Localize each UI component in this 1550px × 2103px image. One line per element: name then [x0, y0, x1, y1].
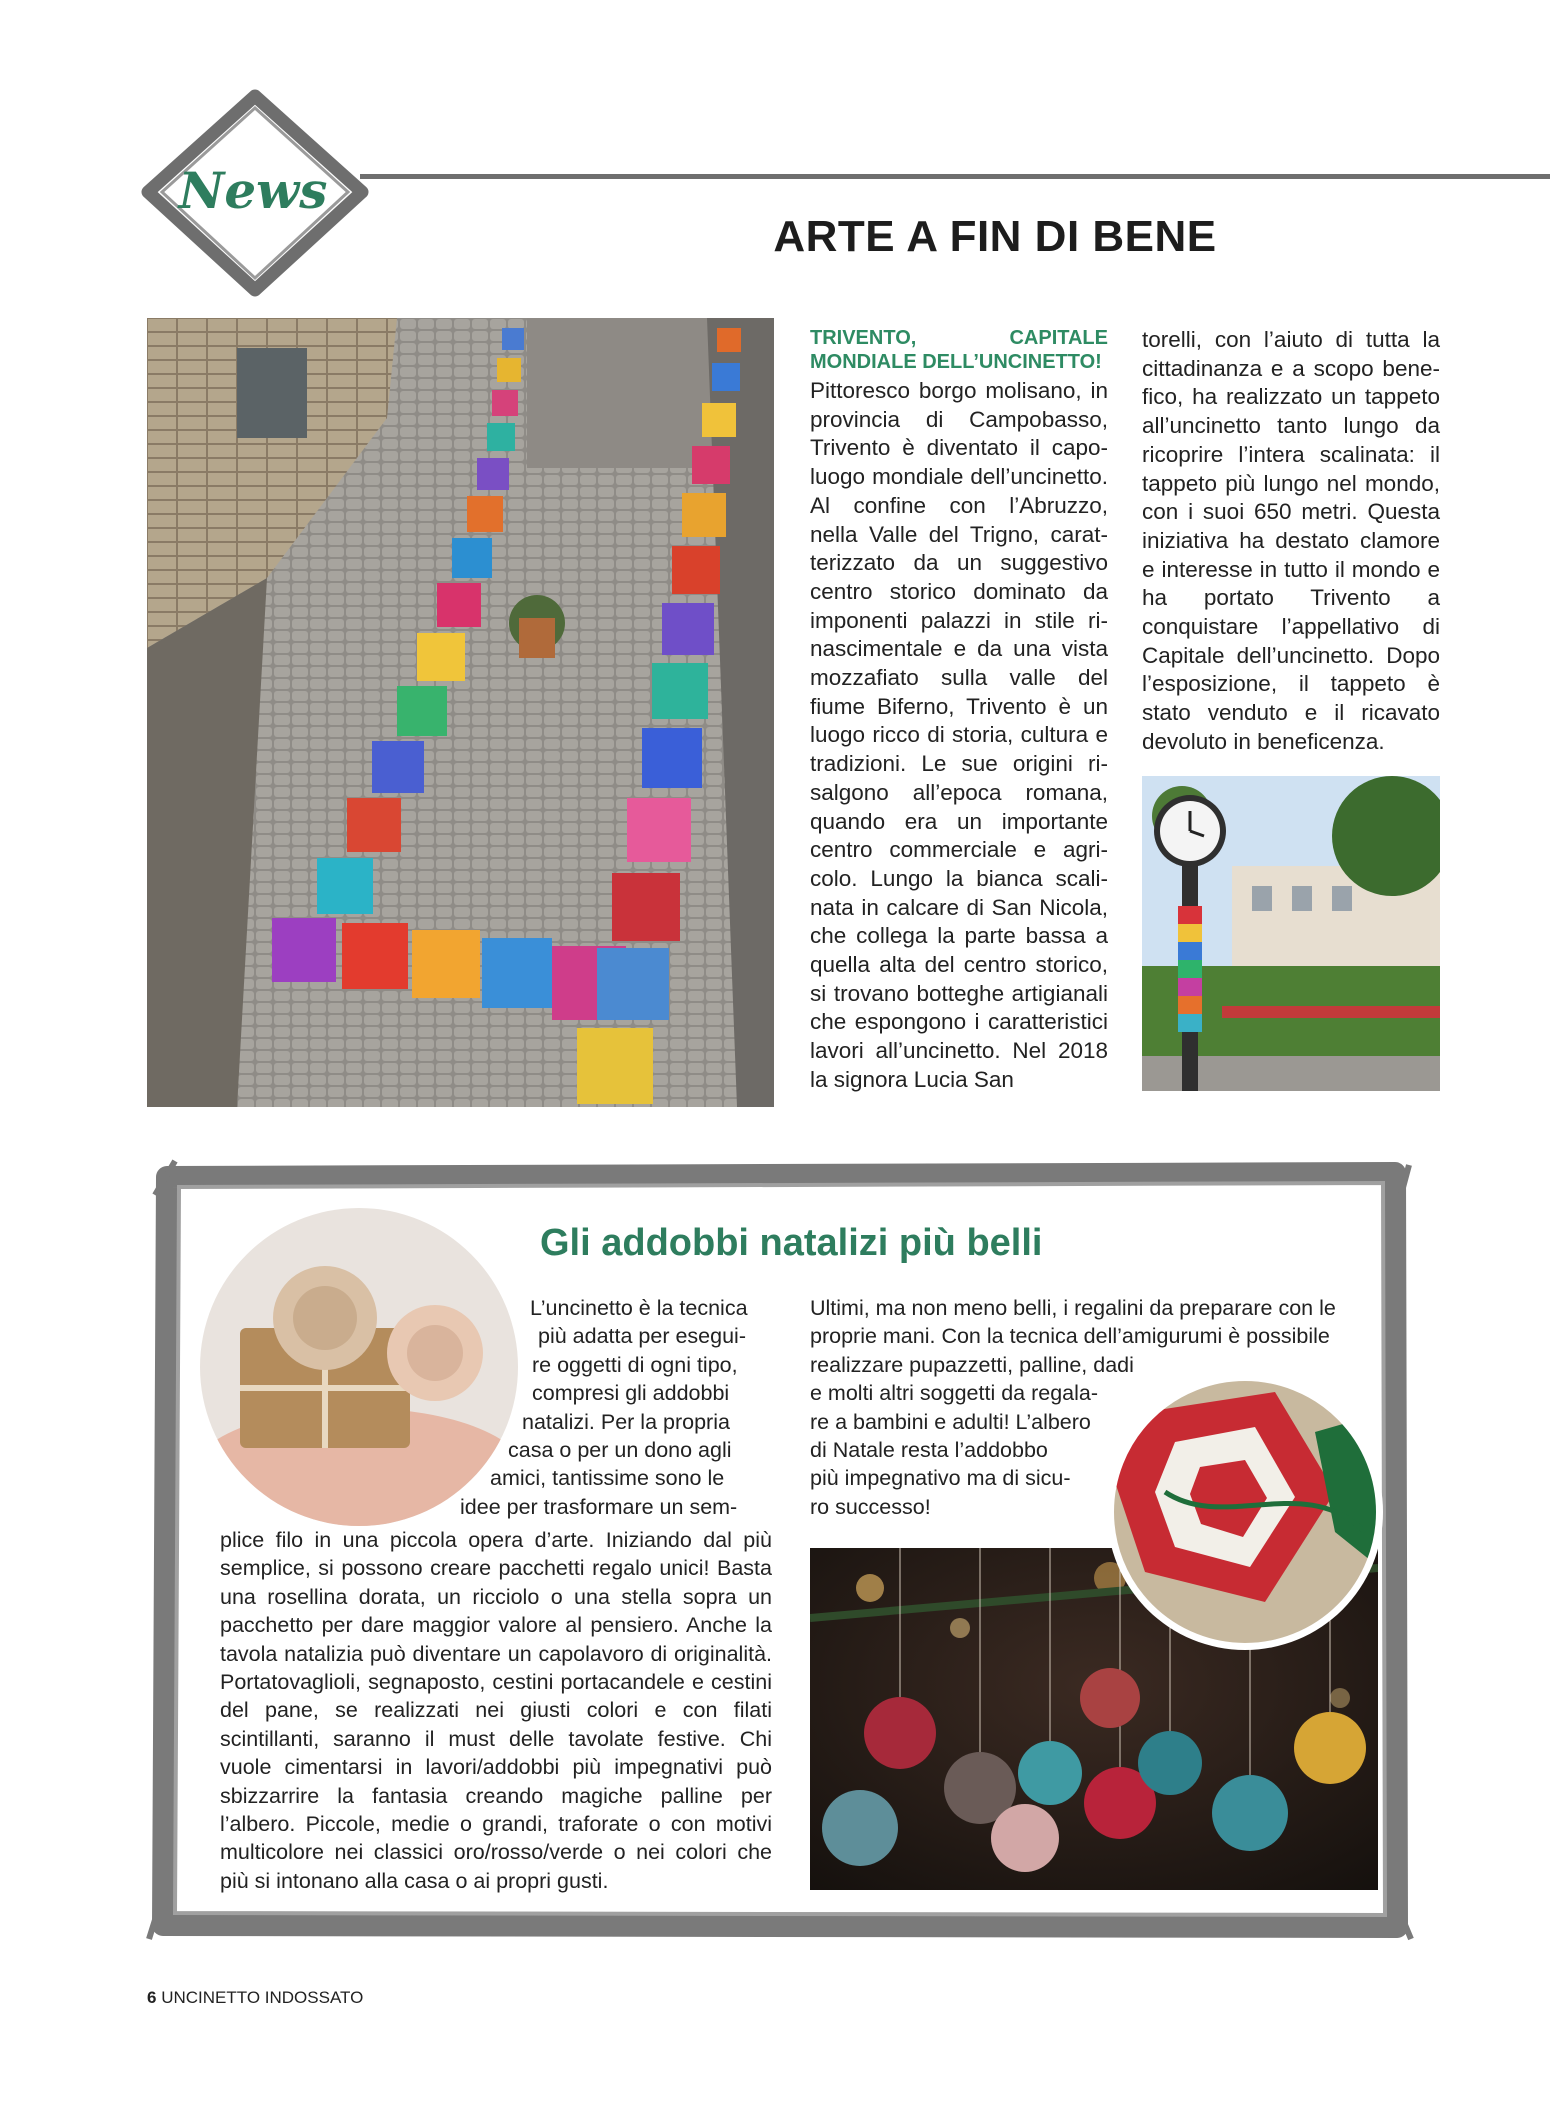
article-subhead: TRIVENTO, CAPITALE MONDIALE DELL’UNCINETTO! [810, 327, 1108, 373]
wrap-line: casa o per un dono agli [508, 1438, 732, 1462]
right-line: più impegnativo ma di sicu- [810, 1466, 1071, 1491]
right-line: e molti altri soggetti da regala- [810, 1381, 1099, 1406]
article-body-1: Pittoresco borgo molisano, in provincia di Campobasso, Trivento è diventato il capoluogo mondiale dell’uncinetto. Al confine con l’Abruzzo, nella Valle del Trigno, caratterizzato da un suggestivo centro storico dominato da imponenti palazzi in stile rinascimentale e da una vista mozzafiato sulla valle del fiume Biferno, Trivento è un luogo ricco di storia, cultura e tradizioni. Le sue origini risalgono all’epoca romana, quando era un importante centro commerciale e agricolo. Lungo la bianca scalinata in calcare di San Nicola, che collega la parte bassa a quella alta del centro storico, si trovano botteghe artigianali che espongono i caratteristici lavori all’uncinetto. Nel 2018 la signora Lucia San [810, 378, 1108, 1092]
page-number: 6 [147, 1988, 157, 2007]
right-line: Ultimi, ma non meno belli, i regalini da preparare con le [810, 1296, 1336, 1320]
wrap-line: L’uncinetto è la tecnica [530, 1296, 748, 1320]
article-column-1 [810, 326, 1108, 1095]
crochet-stairs-photo [147, 318, 774, 1107]
wrap-line: compresi gli addobbi [532, 1381, 730, 1406]
box-left-wrap [220, 1294, 772, 1526]
street-clock-photo [1142, 776, 1440, 1091]
wrap-line: più adatta per esegui- [538, 1324, 746, 1349]
badge-label: News [178, 161, 328, 220]
right-line: re a bambini e adulti! L’albero [810, 1409, 1091, 1434]
article-column-2 [1142, 326, 1440, 757]
right-line: ro successo! [810, 1494, 931, 1519]
header-rule [360, 174, 1550, 179]
christmas-box-title: Gli addobbi natalizi più belli [540, 1222, 1043, 1264]
wrap-line: idee per trasformare un sem- [460, 1494, 738, 1519]
wrap-line: amici, tantissime sono le [490, 1466, 725, 1491]
page-title: ARTE A FIN DI BENE [773, 212, 1217, 261]
news-badge [140, 88, 370, 298]
wrap-line: natalizi. Per la propria [522, 1409, 730, 1434]
article-body-2: torelli, con l’aiuto di tutta la cittadinanza e a scopo benefico, ha realizzato un tappeto all’uncinetto tanto lungo da ricoprire l’intera scalinata: il tappeto più lungo nel mondo, con i suoi 650 metri. Questa iniziativa ha destato clamore e interesse in tutto il mondo e ha portato Trivento a conquistare l’appellativo di Capitale dell’uncinetto. Dopo l’esposizione, il tappeto è stato venduto e il ricavato devoluto in beneficenza. [1142, 327, 1440, 754]
right-line: di Natale resta l’addobbo [810, 1438, 1048, 1462]
crochet-stars-photo [1105, 1372, 1385, 1652]
page-footer [147, 1988, 363, 2008]
box-left-body: plice filo in una piccola opera d’arte. Iniziando dal più semplice, si possono creare pacchetti regalo unici! Basta una rosellina dorata, un ricciolo o una stella sopra un pacchetto per dare maggior valore al pensiero. Anche la tavola natalizia può diventare un capolavoro di originalità. Portatovaglioli, segnaposto, cestini portacandele e cestini del pane, se realizzati nei giusti colori e con filati scintillanti, saranno il must delle tavolate festive. Chi vuole cimentarsi in lavori/addobbi più impegnativi può sbizzarrire la fantasia creando magiche palline per l’albero. Piccole, medie o grandi, traforate o con motivi multicolore nei classici oro/rosso/verde o nei colori che più si intonano alla casa o ai propri gusti. [220, 1528, 772, 1893]
wrap-line: re oggetti di ogni tipo, [532, 1352, 738, 1377]
right-line: realizzare pupazzetti, palline, dadi [810, 1352, 1134, 1377]
magazine-name: UNCINETTO INDOSSATO [161, 1988, 364, 2007]
right-line: proprie mani. Con la tecnica dell’amigurumi è possibile [810, 1324, 1330, 1349]
